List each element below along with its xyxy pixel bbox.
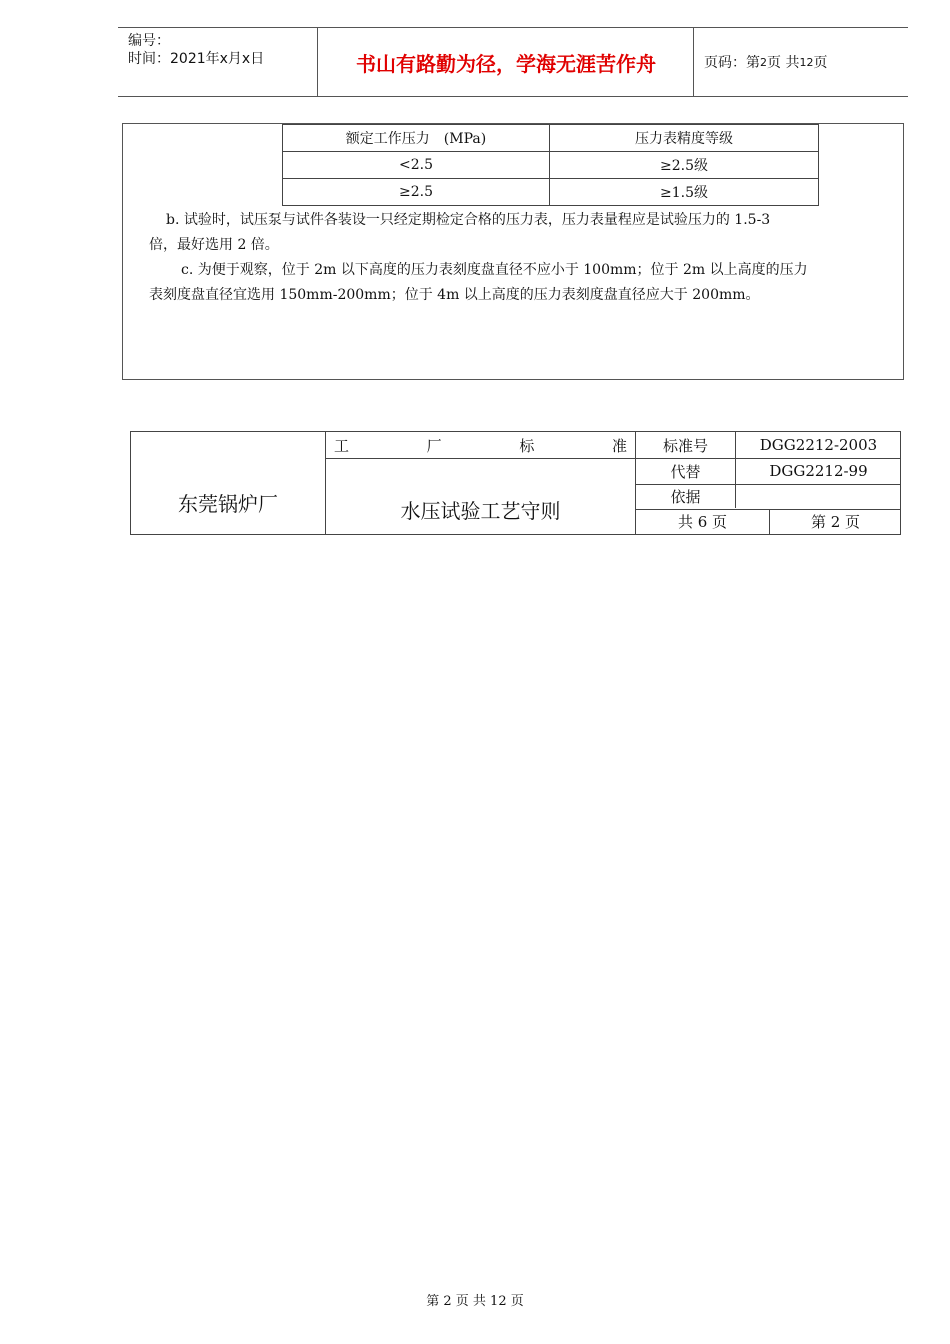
paragraph-b-line2: 倍，最好选用 2 倍。 (149, 237, 279, 253)
table-cell: <2.5 (283, 152, 550, 179)
std-no-value: DGG2212-2003 (759, 436, 878, 454)
replace-label: 代替 (670, 462, 701, 481)
time-label: 时间：2021年x月x日 (128, 51, 265, 67)
content-box (122, 123, 904, 380)
table-cell: ≥2.5级 (550, 152, 819, 179)
page-footer: 第 2 页 共 12 页 (426, 1294, 524, 1309)
paragraph-c-line2: 表刻度盘直径宜选用 150mm-200mm；位于 4m 以上高度的压力表刻度盘直径应大于 200mm。 (149, 287, 760, 303)
table-header-cell: 压力表精度等级 (550, 125, 819, 152)
pressure-table (282, 124, 819, 206)
std-no-label: 标准号 (662, 436, 708, 455)
table-header-cell: 额定工作压力 (MPa) (283, 125, 550, 152)
standard-info-block (130, 431, 901, 535)
header-page-info: 页码：第 2 页 共 12 页 (704, 55, 828, 71)
basis-label: 依据 (670, 488, 701, 506)
table-cell: ≥2.5 (283, 179, 550, 206)
replace-value: DGG2212-99 (769, 462, 868, 480)
page-header (118, 27, 908, 97)
paragraph-c-line1: c. 为便于观察，位于 2m 以下高度的压力表刻度盘直径不应小于 100mm；位于 2m 以上高度的压力 (181, 262, 808, 278)
total-pages: 共 6 页 (677, 513, 728, 531)
table-cell: ≥1.5级 (550, 179, 819, 206)
paragraph-b-line1: b. 试验时，试压泵与试件各装设一只经定期检定合格的压力表，压力表量程应是试验压力的 1.5-3 (166, 212, 771, 228)
table-row (283, 179, 819, 206)
table-header-row (283, 125, 819, 152)
current-page: 第 2 页 (810, 513, 861, 531)
basis-value (736, 484, 901, 509)
code-label: 编号： (128, 33, 170, 49)
factory-name: 东莞锅炉厂 (178, 491, 278, 516)
table-row (283, 152, 819, 179)
header-motto: 书山有路勤为径，学海无涯苦作舟 (319, 28, 694, 96)
standard-title-row: 工 厂 标 准 (334, 436, 627, 455)
header-meta (118, 28, 318, 96)
document-title: 水压试验工艺守则 (400, 498, 561, 523)
